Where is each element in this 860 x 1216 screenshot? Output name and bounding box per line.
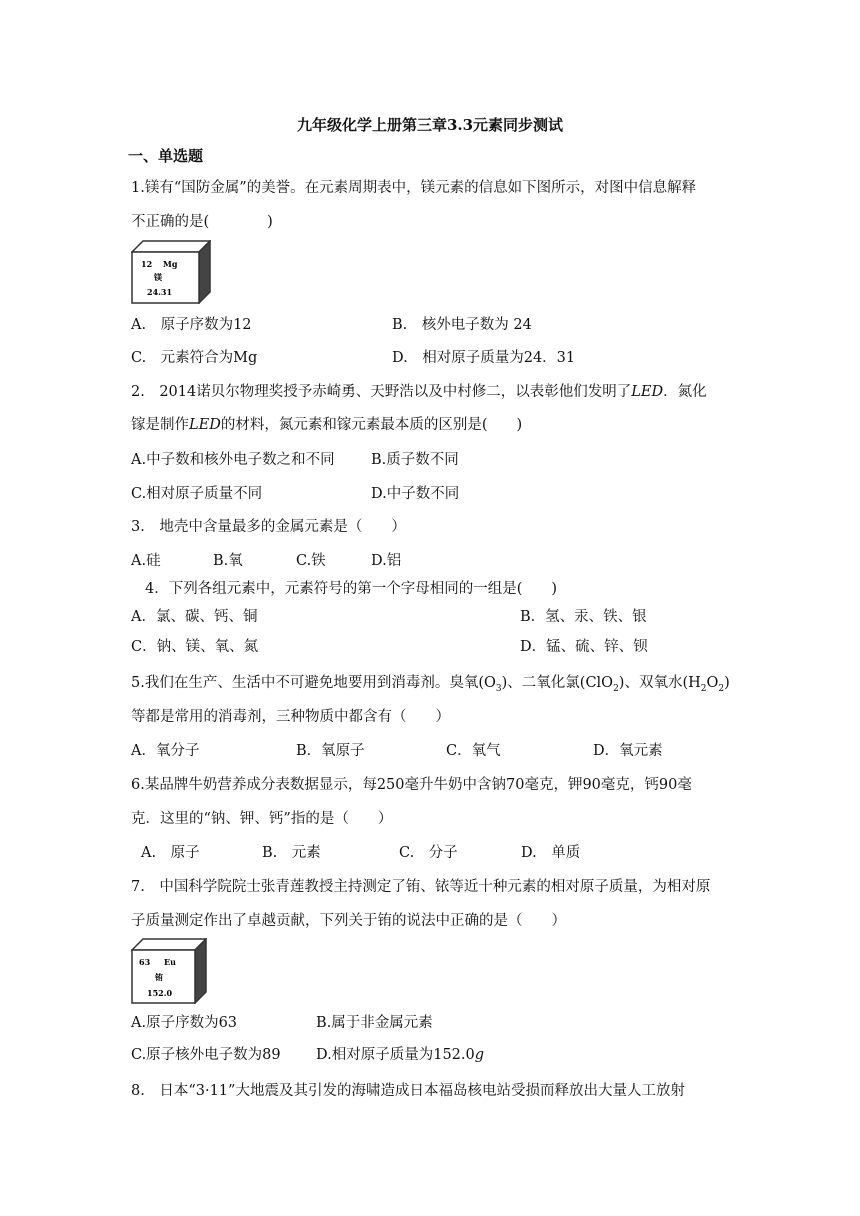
q4-stem: 4．下列各组元素中，元素符号的第一个字母相同的一组是( ) (145, 581, 558, 597)
q5-option-c[interactable]: C．氧气 (446, 743, 501, 759)
q2-option-c[interactable]: C.相对原子质量不同 (131, 486, 263, 502)
q5-option-a[interactable]: A．氧分子 (131, 743, 200, 759)
q7-stem-line1: 7. 中国科学院院士张青莲教授主持测定了铕、铱等近十种元素的相对原子质量，为相对原 (131, 879, 711, 895)
eu-name: 铕 (155, 972, 163, 982)
q1-option-b[interactable]: B. 核外电子数为 24 (392, 317, 532, 333)
q6-option-c[interactable]: C. 分子 (399, 845, 458, 861)
mg-name: 镁 (154, 272, 162, 282)
q1-option-d[interactable]: D. 相对原子质量为24．31 (392, 350, 576, 366)
q5-stem-line1: 5.我们在生产、生活中不可避免地要用到消毒剂。臭氧$(O_3)$、二氧化氯(ClO$_2$)、双氧水$(H_2O_2)$ (131, 675, 730, 694)
q4-option-d[interactable]: D．锰、硫、锌、钡 (520, 639, 648, 655)
mg-mass: 24.31 (147, 287, 173, 297)
q7-option-b[interactable]: B.属于非金属元素 (316, 1015, 433, 1031)
q2-option-b[interactable]: B.质子数不同 (371, 452, 459, 468)
q4-option-a[interactable]: A．氯、碳、钙、铜 (131, 609, 258, 625)
eu-symbol: Eu (164, 957, 176, 967)
q7-option-d[interactable]: D.相对原子质量为152.0𝑔 (316, 1047, 485, 1063)
mg-symbol: Mg (163, 259, 178, 269)
mg-atomic-number: 12 (141, 259, 153, 269)
q7-stem-line2: 子质量测定作出了卓越贡献，下列关于铕的说法中正确的是（ ） (131, 913, 566, 929)
q5-option-d[interactable]: D．氧元素 (593, 743, 663, 759)
q7-option-c[interactable]: C.原子核外电子数为89 (131, 1047, 281, 1063)
q5-option-b[interactable]: B．氧原子 (296, 743, 365, 759)
q2-option-d[interactable]: D.中子数不同 (371, 486, 460, 502)
q6-option-d[interactable]: D. 单质 (521, 845, 581, 861)
q6-stem-line1: 6.某品牌牛奶营养成分表数据显示，每250毫升牛奶中含钠70毫克，钾90毫克，钙90毫 (131, 777, 692, 793)
q1-option-a[interactable]: A. 原子序数为12 (131, 317, 252, 333)
q3-option-d[interactable]: D.铝 (371, 553, 402, 569)
q6-option-a[interactable]: A. 原子 (141, 845, 200, 861)
q4-option-b[interactable]: B．氢、汞、铁、银 (520, 609, 647, 625)
eu-mass: 152.0 (147, 988, 173, 998)
q1-stem-line1: 1.镁有“国防金属”的美誉。在元素周期表中，镁元素的信息如下图所示，对图中信息解释 (131, 180, 697, 196)
q3-option-b[interactable]: B.氧 (213, 553, 243, 569)
eu-atomic-number: 63 (139, 957, 151, 967)
eu-element-cell-image (131, 938, 207, 1004)
q2-stem-line1: 2. 2014诺贝尔物理奖授予赤崎勇、天野浩以及中村修二，以表彰他们发明了𝐿𝐸𝐷．氮化 (131, 384, 707, 400)
q1-option-c[interactable]: C. 元素符合为Mg (131, 350, 258, 366)
q5-stem-line2: 等都是常用的消毒剂，三种物质中都含有（ ） (131, 709, 450, 725)
q1-stem-line2: 不正确的是( ) (131, 214, 273, 230)
mg-element-cell-image (131, 240, 211, 304)
q3-option-a[interactable]: A.硅 (131, 553, 161, 569)
q6-stem-line2: 克．这里的“钠、钾、钙”指的是（ ） (131, 811, 393, 827)
q2-option-a[interactable]: A.中子数和核外电子数之和不同 (131, 452, 335, 468)
q8-stem-line1: 8. 日本“3·11”大地震及其引发的海啸造成日本福岛核电站受损而释放出大量人工放射 (131, 1083, 685, 1099)
section-heading: 一、单选题 (128, 147, 204, 165)
q6-option-b[interactable]: B. 元素 (262, 845, 321, 861)
q3-stem: 3. 地壳中含量最多的金属元素是（ ） (131, 519, 406, 535)
q4-option-c[interactable]: C．钠、镁、氧、氮 (131, 639, 259, 655)
q7-option-a[interactable]: A.原子序数为63 (131, 1015, 238, 1031)
q3-option-c[interactable]: C.铁 (296, 553, 326, 569)
q2-stem-line2: 镓是制作𝐿𝐸𝐷的材料，氮元素和镓元素最本质的区别是( ) (131, 417, 523, 433)
page-title: 九年级化学上册第三章3.3元素同步测试 (296, 116, 564, 134)
